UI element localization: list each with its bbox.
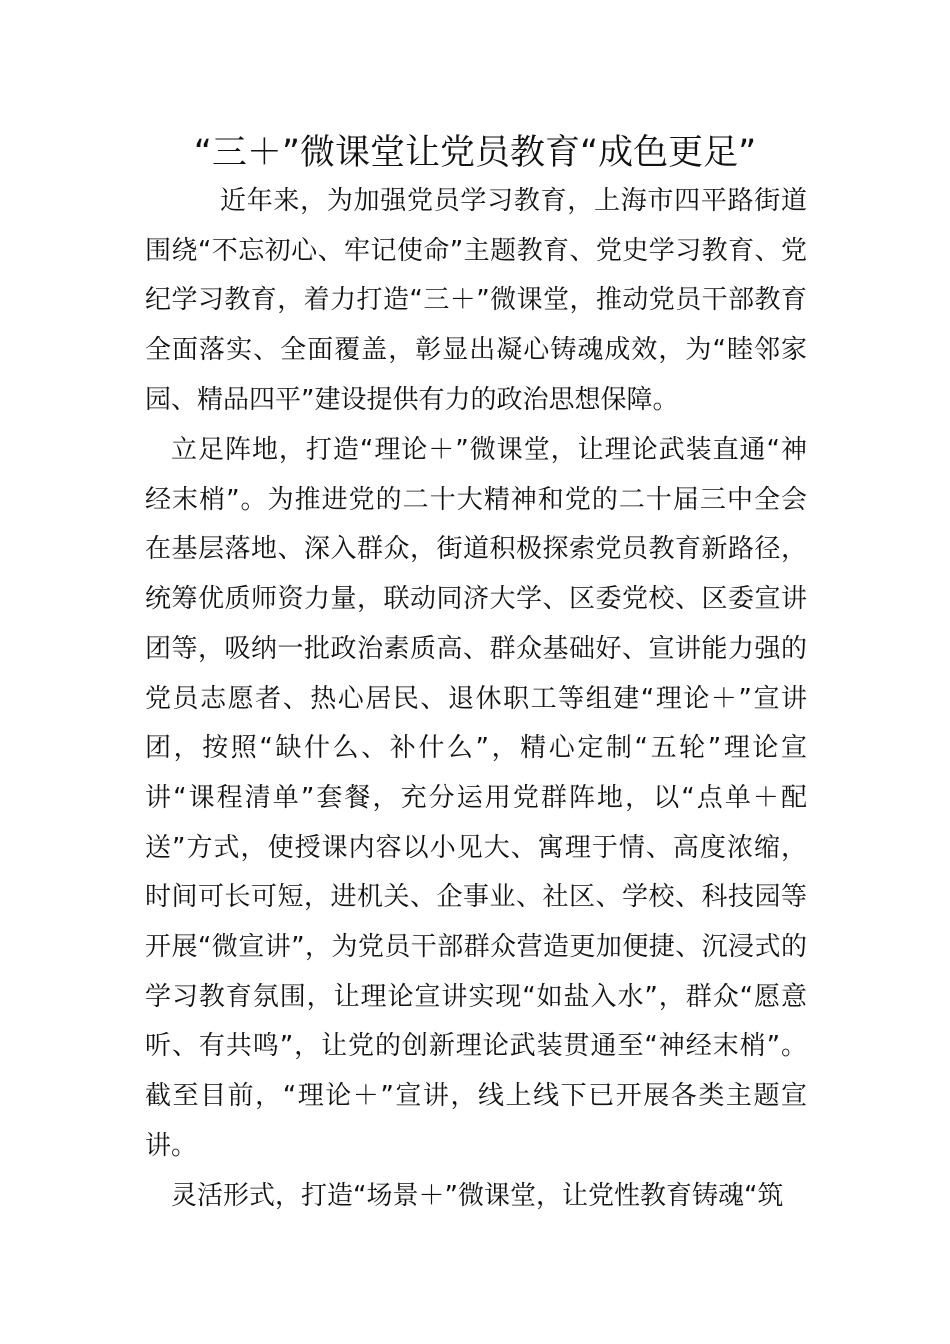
paragraph-intro: 近年来，为加强党员学习教育，上海市四平路街道围绕“不忘初心、牢记使命”主题教育、党史学习教育、党纪学习教育，着力打造“三＋”微课堂，推动党员干部教育全面落实、全面覆盖，彰显出凝心铸魂成效，为“睦邻家园、精品四平”建设提供有力的政治思想保障。 (145, 186, 807, 415)
document-title: “三＋”微课堂让党员教育“成色更足” (193, 133, 757, 173)
paragraph-scene: 灵活形式，打造“场景＋”微课堂，让党性教育铸魂“筑 (171, 1181, 784, 1211)
paragraph-theory: 立足阵地，打造“理论＋”微课堂，让理论武装直通“神经末梢”。为推进党的二十大精神和党的二十届三中全会在基层落地、深入群众，街道积极探索党员教育新路径，统筹优质师资力量，联动同济大学、区委党校、区委宣讲团等，吸纳一批政治素质高、群众基础好、宣讲能力强的党员志愿者、热心居民、退休职工等组建“理论＋”宣讲团，按照“缺什么、补什么”，精心定制“五轮”理论宣讲“课程清单”套餐，充分运用党群阵地，以“点单＋配送”方式，使授课内容以小见大、寓理于情、高度浓缩，时间可长可短，进机关、企事业、社区、学校、科技园等开展“微宣讲”，为党员干部群众营造更加便捷、沉浸式的学习教育氛围，让理论宣讲实现“如盐入水”，群众“愿意听、有共鸣”，让党的创新理论武装贯通至“神经末梢”。截至目前，“理论＋”宣讲，线上线下已开展各类主题宣讲。 (145, 435, 807, 1161)
